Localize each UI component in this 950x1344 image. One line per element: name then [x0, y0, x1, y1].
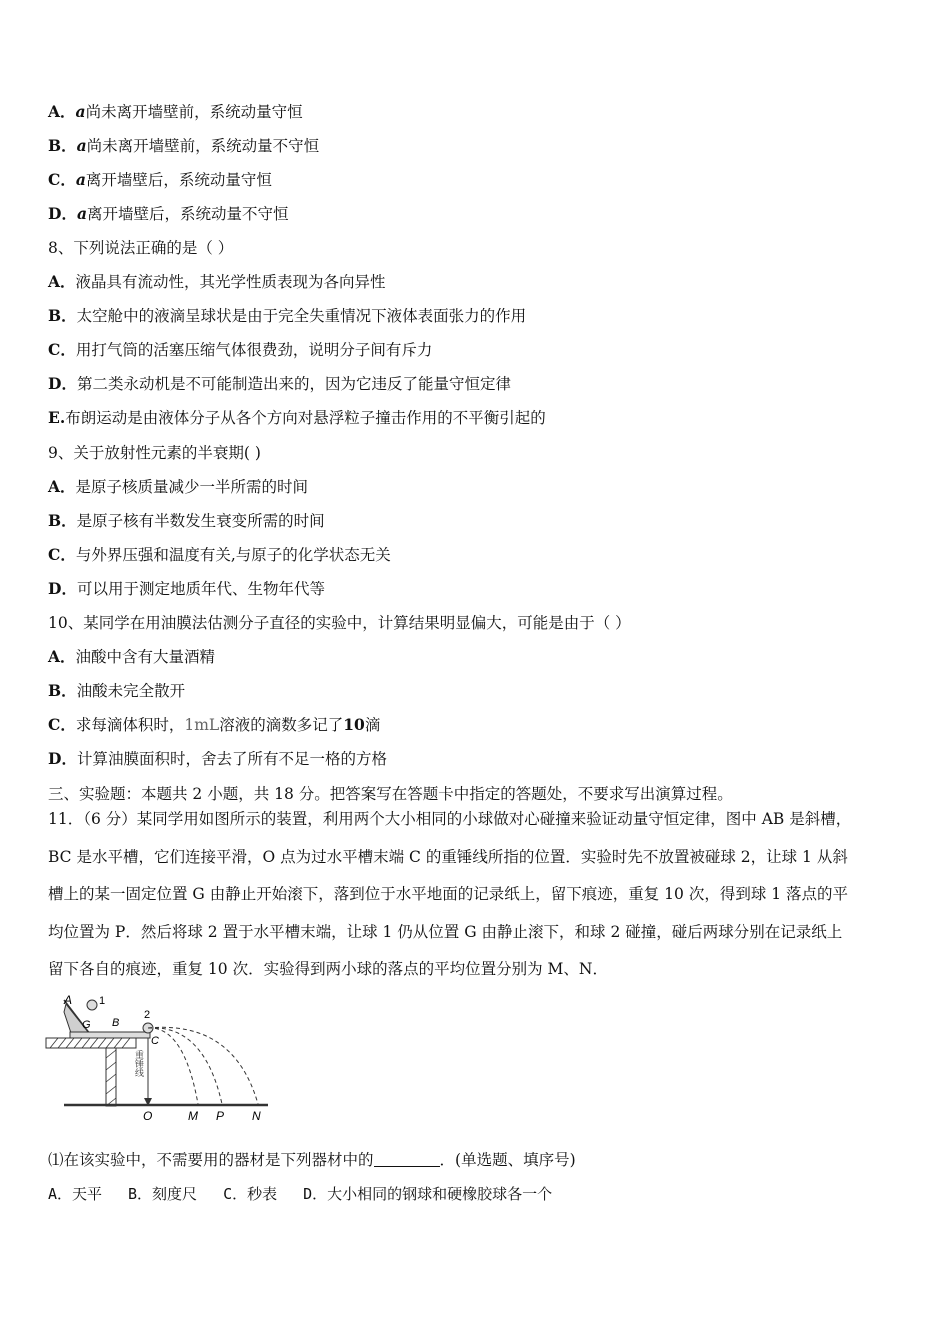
q11-option-b: B．刻度尺: [128, 1185, 198, 1203]
horizontal-trough: [70, 1032, 150, 1038]
q8-option-c: C．用打气筒的活塞压缩气体很费劲，说明分子间有斥力: [48, 340, 433, 359]
q11-sub1: ⑴在该实验中，不需要用的器材是下列器材中的 ．(单选题、填序号): [48, 1151, 576, 1169]
label-plumb-line: 重锤线: [134, 1050, 144, 1077]
label-o: O: [143, 1109, 153, 1123]
q11-line-2: BC 是水平槽，它们连接平滑，O 点为过水平槽末端 C 的重锤线所指的位置．实验时先不放置被碰球 2，让球 1 从斜: [48, 848, 848, 866]
q7-option-a: A．a尚未离开墙壁前，系统动量守恒: [48, 102, 303, 121]
label-g: G: [82, 1019, 91, 1031]
collision-apparatus-figure: [44, 992, 274, 1124]
label-ball-2: 2: [144, 1009, 151, 1021]
q8-stem: 8、下列说法正确的是（ ）: [48, 239, 234, 257]
q7-option-d: D．a离开墙壁后，系统动量不守恒: [48, 204, 289, 223]
q8-option-d: D．第二类永动机是不可能制造出来的，因为它违反了能量守恒定律: [48, 374, 511, 393]
q8-option-a: A．液晶具有流动性，其光学性质表现为各向异性: [48, 272, 386, 291]
q9-option-c: C．与外界压强和温度有关,与原子的化学状态无关: [48, 545, 391, 564]
q9-option-a: A．是原子核质量减少一半所需的时间: [48, 477, 309, 496]
unit-1ml: 1mL: [184, 716, 220, 734]
label-ball-1: 1: [99, 995, 106, 1007]
label-b: B: [112, 1017, 120, 1029]
q9-option-d: D．可以用于测定地质年代、生物年代等: [48, 579, 325, 598]
label-m: M: [188, 1109, 198, 1123]
answer-blank[interactable]: [374, 1152, 440, 1167]
q7-option-b: B．a尚未离开墙壁前，系统动量不守恒: [48, 136, 320, 155]
q7-option-c: C．a离开墙壁后，系统动量守恒: [48, 170, 272, 189]
label-n: N: [252, 1109, 261, 1123]
label-c: C: [151, 1035, 159, 1047]
q10-stem: 10、某同学在用油膜法估测分子直径的实验中，计算结果明显偏大，可能是由于（ ）: [48, 614, 631, 632]
q10-option-b: B．油酸未完全散开: [48, 681, 186, 700]
q11-sub1-options: [48, 1184, 578, 1204]
q10-option-d: D．计算油膜面积时，舍去了所有不足一格的方格: [48, 749, 387, 768]
q11-line-1: 11．（6 分）某同学用如图所示的装置，利用两个大小相同的小球做对心碰撞来验证动量守恒定律，图中 AB 是斜槽，: [48, 810, 852, 828]
q11-option-a: A．天平: [48, 1185, 103, 1203]
q9-stem: 9、关于放射性元素的半衰期( ): [48, 444, 261, 462]
q11-option-d: D．大小相同的钢球和硬橡胶球各一个: [303, 1185, 553, 1203]
q10-option-a: A．油酸中含有大量酒精: [48, 647, 216, 666]
ball-1: [87, 1000, 97, 1010]
q8-option-e: E.布朗运动是由液体分子从各个方向对悬浮粒子撞击作用的不平衡引起的: [48, 408, 546, 427]
label-a: A: [64, 993, 73, 1007]
trajectory-n: [148, 1027, 258, 1104]
q9-option-b: B．是原子核有半数发生衰变所需的时间: [48, 511, 325, 530]
q11-option-c: C．秒表: [223, 1185, 278, 1203]
q8-option-b: B．太空舱中的液滴呈球状是由于完全失重情况下液体表面张力的作用: [48, 306, 527, 325]
trajectory-p: [148, 1028, 222, 1104]
q10-option-c: C．求每滴体积时，1mL溶液的滴数多记了10滴: [48, 715, 381, 734]
section-heading-experiments: 三、实验题：本题共 2 小题，共 18 分。把答案写在答题卡中指定的答题处，不要求写出演算过程。: [48, 785, 733, 803]
label-p: P: [216, 1109, 225, 1123]
q11-line-5: 留下各自的痕迹，重复 10 次．实验得到两小球的落点的平均位置分别为 M、N．: [48, 960, 608, 978]
q11-line-3: 槽上的某一固定位置 G 由静止开始滚下，落到位于水平地面的记录纸上，留下痕迹，重复 10 次，得到球 1 落点的平: [48, 885, 849, 903]
q11-line-4: 均位置为 P．然后将球 2 置于水平槽末端，让球 1 仍从位置 G 由静止滚下，和球 2 碰撞，碰后两球分别在记录纸上: [48, 923, 843, 941]
